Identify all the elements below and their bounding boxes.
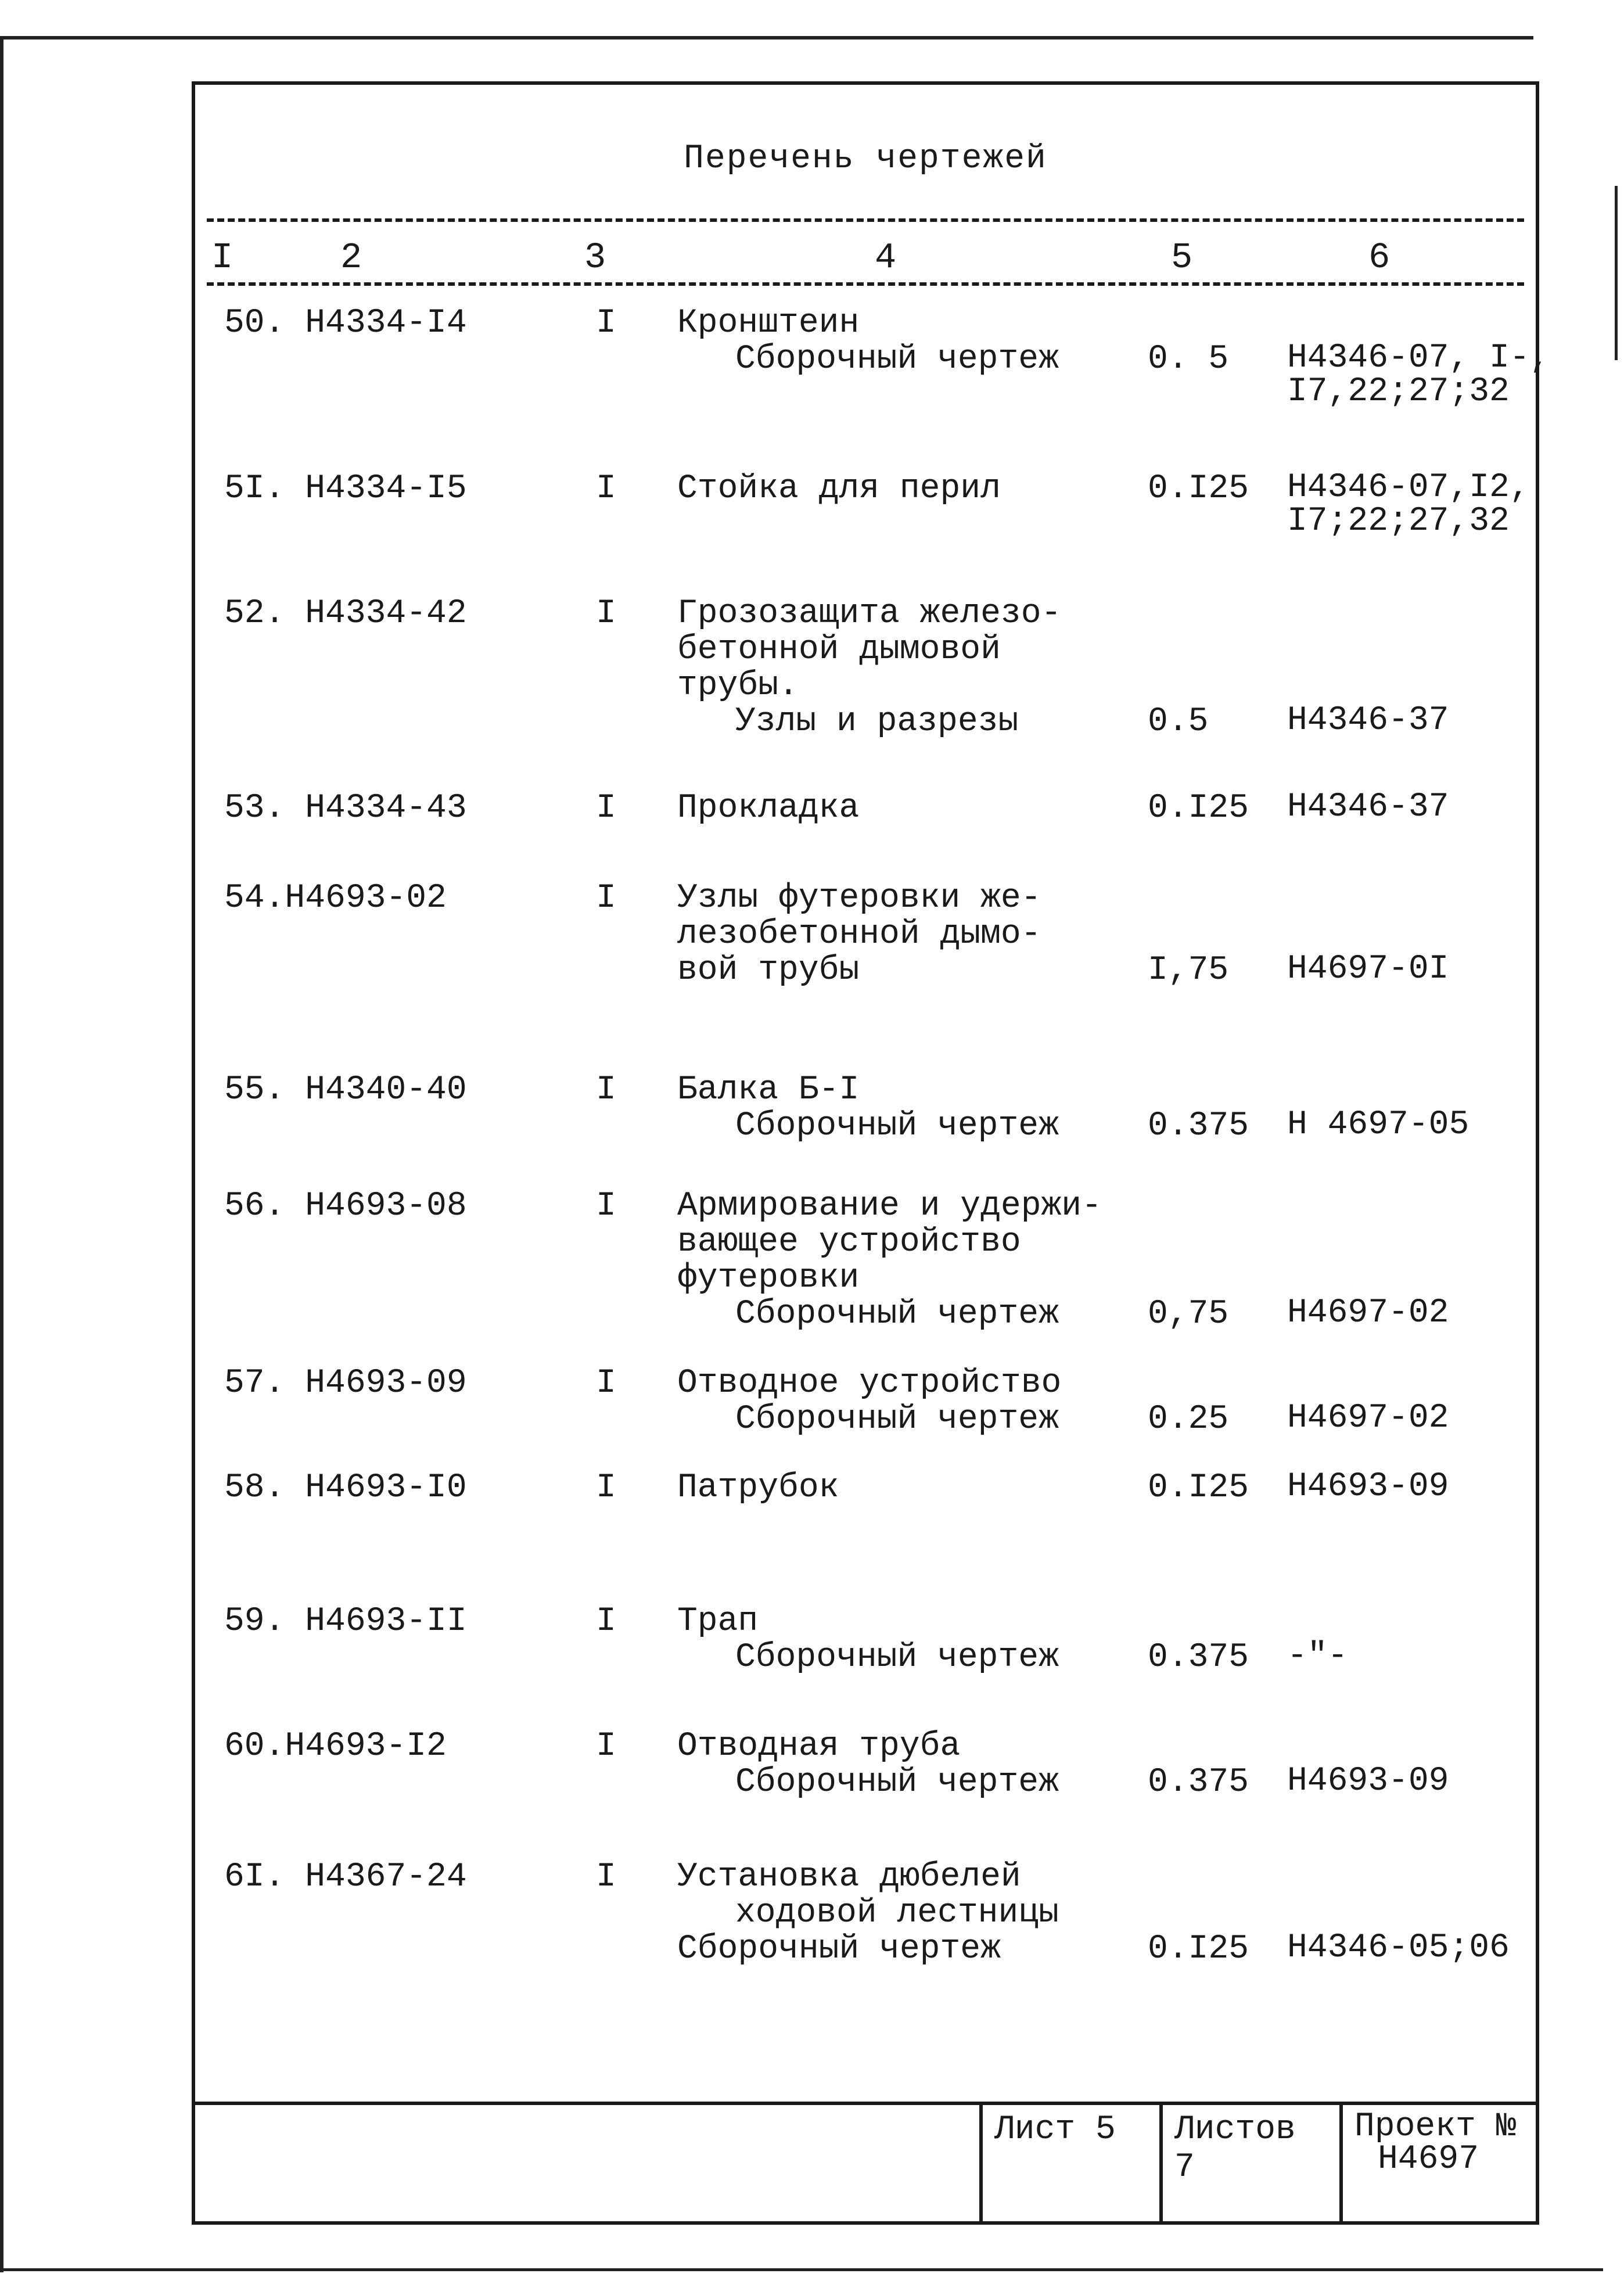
drawing-name [677, 791, 859, 827]
drawing-name [677, 1072, 1059, 1144]
format-value: 0.I25 [1148, 470, 1249, 508]
drawing-name [677, 1729, 1059, 1801]
drawing-subtitle: Сборочный чертеж [735, 1295, 1059, 1333]
sheet-count: I [596, 1603, 616, 1640]
sheet-count: I [596, 304, 616, 342]
drawing-name-line: Патрубок [677, 1469, 839, 1507]
drawing-subtitle: Сборочный чертеж [735, 1764, 1059, 1801]
reference-drawings: -"- [1287, 1637, 1348, 1675]
col-header-4: 4 [875, 237, 897, 278]
sheet-count: I [596, 595, 616, 633]
drawing-name-line: Отводная труба [677, 1727, 961, 1765]
drawing-number: 59. Н4693-II [224, 1603, 467, 1640]
drawing-number: 50. Н4334-I4 [224, 304, 467, 342]
stamp-project [1339, 2105, 1537, 2221]
reference-drawings: Н4693-09 [1287, 1762, 1449, 1800]
sheet-count: I [596, 1727, 616, 1765]
sheet-count: I [596, 789, 616, 827]
format-value: 0.I25 [1148, 789, 1249, 827]
drawing-name-line: Кронштеин [677, 304, 860, 342]
drawing-number: 52. Н4334-42 [224, 595, 467, 633]
reference-drawings: Н4697-0I [1287, 950, 1449, 988]
reference-drawings: Н4346-37 [1287, 702, 1449, 739]
format-value: I,75 [1148, 951, 1229, 989]
drawing-number: 5I. Н4334-I5 [224, 470, 467, 508]
format-value: 0.375 [1148, 1639, 1249, 1676]
drawing-name-line: футеровки [677, 1259, 860, 1297]
drawing-number: 53. Н4334-43 [224, 789, 467, 827]
drawing-name-line: Узлы футеровки же- [677, 879, 1041, 917]
drawing-number: 56. Н4693-08 [224, 1187, 467, 1225]
sheet-count: I [596, 1071, 616, 1109]
drawing-name-line: трубы. [677, 667, 799, 705]
reference-drawings: Н4346-07,I2, I7;22;27,32 [1287, 469, 1530, 540]
drawing-subtitle: Сборочный чертеж [735, 340, 1059, 378]
drawing-name-line: Прокладка [677, 789, 860, 827]
drawing-name-line: Трап [677, 1603, 759, 1640]
reference-drawings: Н4697-02 [1287, 1399, 1449, 1437]
format-value: 0. 5 [1148, 340, 1229, 378]
drawing-name [677, 1188, 1102, 1333]
page-title: Перечень чертежей [684, 140, 1047, 178]
sheet-count: I [596, 1858, 616, 1896]
sheet-count: I [596, 879, 616, 917]
format-value: 0,75 [1148, 1295, 1229, 1333]
scan-border-bottom [0, 2268, 1603, 2271]
sheet-count: I [596, 1469, 616, 1507]
drawing-number: 60.Н4693-I2 [224, 1727, 447, 1765]
drawing-subtitle: ходовой лестницы [735, 1894, 1059, 1932]
header-dash-top [207, 218, 1524, 222]
drawing-name [677, 1604, 1059, 1676]
header-dash-bottom [207, 282, 1524, 286]
drawing-name-line: бетонной дымовой [677, 631, 1001, 669]
drawing-subtitle: Сборочный чертеж [735, 1107, 1059, 1145]
drawing-number: 58. Н4693-I0 [224, 1469, 467, 1507]
drawing-number: 57. Н4693-09 [224, 1364, 467, 1402]
col-header-5: 5 [1171, 237, 1193, 278]
drawing-frame [192, 81, 1550, 2225]
drawing-number: 54.Н4693-02 [224, 879, 447, 917]
sheet-count: I [596, 470, 616, 508]
format-value: 0.375 [1148, 1107, 1249, 1145]
sheet-count: I [596, 1187, 616, 1225]
drawing-name-line: Армирование и удержи- [677, 1187, 1102, 1225]
drawing-name [677, 1366, 1061, 1438]
stamp-sheet: Лист 5 [979, 2105, 1159, 2221]
drawing-name-line: Установка дюбелей [677, 1858, 1021, 1896]
reference-drawings: Н 4697-05 [1287, 1106, 1469, 1144]
reference-drawings: Н4697-02 [1287, 1294, 1449, 1332]
drawing-name-line: Отводное устройство [677, 1364, 1062, 1402]
title-block [195, 2102, 1536, 2221]
col-header-3: 3 [584, 237, 606, 278]
drawing-subtitle: Сборочный чертеж [735, 1639, 1059, 1676]
drawing-subtitle: Узлы и разрезы [735, 703, 1019, 741]
drawing-name [677, 1470, 839, 1506]
drawing-subtitle: Сборочный чертеж [677, 1930, 1001, 1968]
scan-border-right [1615, 186, 1618, 360]
stamp-sheets: Листов 7 [1159, 2105, 1339, 2221]
reference-drawings: Н4346-05;06 [1287, 1929, 1510, 1967]
col-header-2: 2 [340, 237, 362, 278]
reference-drawings: Н4346-07, I-, I7,22;27;32 [1287, 339, 1550, 411]
format-value: 0.I25 [1148, 1469, 1249, 1507]
scan-border-top [0, 36, 1533, 39]
drawing-name [677, 881, 1041, 989]
drawing-name [677, 1859, 1059, 1967]
reference-drawings: Н4346-37 [1287, 788, 1449, 826]
stamp-project-code: Н4697 [1378, 2140, 1479, 2178]
drawing-name [677, 306, 1059, 378]
drawing-name [677, 596, 1061, 740]
format-value: 0.5 [1148, 703, 1209, 741]
drawing-name-line: Грозозащита железо- [677, 595, 1062, 633]
reference-drawings: Н4693-09 [1287, 1468, 1449, 1506]
drawing-name-line: вой трубы [677, 951, 860, 989]
col-header-1: I [211, 237, 233, 278]
drawing-number: 6I. Н4367-24 [224, 1858, 467, 1896]
drawing-name-line: Балка Б-I [677, 1071, 860, 1109]
col-header-6: 6 [1368, 237, 1391, 278]
format-value: 0.375 [1148, 1764, 1249, 1801]
drawing-name-line: Стойка для перил [677, 470, 1001, 508]
drawing-name-line: лезобетонной дымо- [677, 915, 1041, 953]
sheet-count: I [596, 1364, 616, 1402]
drawing-name-line: вающее устройство [677, 1223, 1021, 1261]
drawing-number: 55. Н4340-40 [224, 1071, 467, 1109]
scan-border-left [0, 36, 3, 2272]
format-value: 0.I25 [1148, 1930, 1249, 1968]
format-value: 0.25 [1148, 1400, 1229, 1438]
drawing-subtitle: Сборочный чертеж [735, 1400, 1059, 1438]
drawing-name [677, 471, 1001, 507]
stamp-project-label: Проект № [1354, 2108, 1517, 2146]
